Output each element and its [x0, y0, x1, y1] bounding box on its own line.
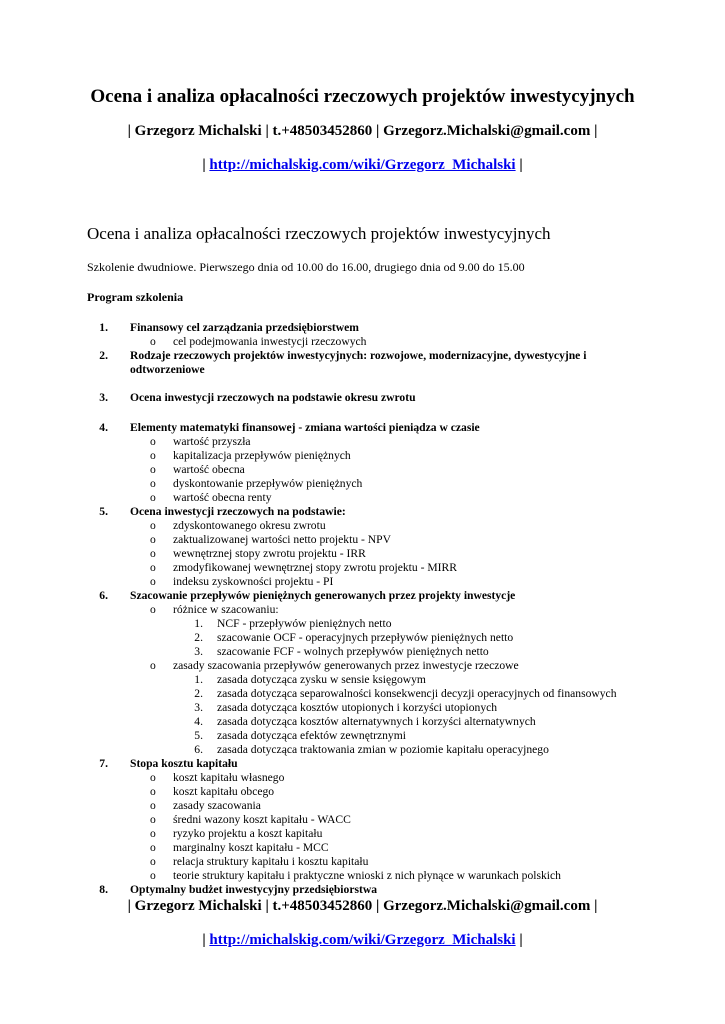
item-text: zasada dotycząca kosztów alternatywnych i korzyści alternatywnych: [217, 715, 536, 728]
item-text: zasady szacowania: [173, 799, 261, 812]
number-marker: 2.: [194, 631, 203, 644]
item-text: koszt kapitału własnego: [173, 771, 285, 784]
bullet-marker: o: [150, 335, 156, 348]
item-text: zasada dotycząca efektów zewnętrznymi: [217, 729, 406, 742]
bullet-marker: o: [150, 519, 156, 532]
item-text: indeksu zyskowności projektu - PI: [173, 575, 334, 588]
item-text: zasada dotycząca traktowania zmian w poziomie kapitału operacyjnego: [217, 743, 549, 756]
bullet-marker: o: [150, 477, 156, 490]
item-text: średni wazony koszt kapitału - WACC: [173, 813, 351, 826]
item-text: Finansowy cel zarządzania przedsiębiorstwem: [130, 321, 359, 334]
bullet-marker: o: [150, 561, 156, 574]
item-text: cel podejmowania inwestycji rzeczowych: [173, 335, 367, 348]
number-marker: 3.: [194, 701, 203, 714]
footer-link-suffix: |: [515, 932, 523, 948]
item-text: Ocena inwestycji rzeczowych na podstawie okresu zwrotu: [130, 391, 416, 404]
number-marker: 1.: [99, 321, 108, 334]
item-text: kapitalizacja przepływów pieniężnych: [173, 449, 351, 462]
item-text: różnice w szacowaniu:: [173, 603, 279, 616]
footer-link-line: [0, 932, 725, 949]
item-text: koszt kapitału obcego: [173, 785, 275, 798]
footer-contact-line: | Grzegorz Michalski | t.+48503452860 | Grzegorz.Michalski@gmail.com |: [127, 898, 598, 914]
bullet-marker: o: [150, 435, 156, 448]
number-marker: 4.: [194, 715, 203, 728]
program-heading: Program szkolenia: [87, 290, 184, 304]
item-text: zasada dotycząca zysku w sensie księgowym: [217, 673, 426, 686]
item-text: zasady szacowania przepływów generowanych przez inwestycje rzeczowe: [173, 659, 519, 672]
header-link-prefix: |: [202, 157, 210, 173]
bullet-marker: o: [150, 659, 156, 672]
bullet-marker: o: [150, 841, 156, 854]
header-contact-line: | Grzegorz Michalski | t.+48503452860 | Grzegorz.Michalski@gmail.com |: [127, 123, 598, 139]
item-text: odtworzeniowe: [130, 363, 205, 376]
item-text: Elementy matematyki finansowej - zmiana wartości pieniądza w czasie: [130, 421, 480, 434]
item-text: szacowanie FCF - wolnych przepływów pieniężnych netto: [217, 645, 489, 658]
bullet-marker: o: [150, 547, 156, 560]
number-marker: 5.: [194, 729, 203, 742]
item-text: wewnętrznej stopy zwrotu projektu - IRR: [173, 547, 366, 560]
number-marker: 5.: [99, 505, 108, 518]
item-text: NCF - przepływów pieniężnych netto: [217, 617, 392, 630]
bullet-marker: o: [150, 603, 156, 616]
number-marker: 6.: [194, 743, 203, 756]
document-title: Ocena i analiza opłacalności rzeczowych projektów inwestycyjnych: [90, 86, 635, 107]
number-marker: 8.: [99, 883, 108, 896]
bullet-marker: o: [150, 855, 156, 868]
number-marker: 7.: [99, 757, 108, 770]
header-profile-link[interactable]: http://michalskig.com/wiki/Grzegorz_Michalski: [209, 157, 516, 173]
bullet-marker: o: [150, 813, 156, 826]
number-marker: 1.: [194, 617, 203, 630]
bullet-marker: o: [150, 827, 156, 840]
item-text: zmodyfikowanej wewnętrznej stopy zwrotu projektu - MIRR: [173, 561, 457, 574]
bullet-marker: o: [150, 533, 156, 546]
bullet-marker: o: [150, 463, 156, 476]
item-text: szacowanie OCF - operacyjnych przepływów pieniężnych netto: [217, 631, 514, 644]
bullet-marker: o: [150, 799, 156, 812]
item-text: Stopa kosztu kapitału: [130, 757, 238, 770]
number-marker: 6.: [99, 589, 108, 602]
item-text: Rodzaje rzeczowych projektów inwestycyjnych: rozwojowe, modernizacyjne, dywestycyjne i: [130, 349, 587, 362]
item-text: zaktualizowanej wartości netto projektu - NPV: [173, 533, 391, 546]
footer-link-prefix: |: [202, 932, 210, 948]
item-text: zdyskontowanego okresu zwrotu: [173, 519, 326, 532]
item-text: zasada dotycząca separowalności konsekwencji decyzji operacyjnych od finansowych: [217, 687, 617, 700]
number-marker: 2.: [99, 349, 108, 362]
item-text: wartość obecna renty: [173, 491, 272, 504]
item-text: Szacowanie przepływów pieniężnych generowanych przez projekty inwestycje: [130, 589, 516, 602]
number-marker: 3.: [194, 645, 203, 658]
footer-profile-link[interactable]: http://michalskig.com/wiki/Grzegorz_Michalski: [209, 932, 516, 948]
number-marker: 3.: [99, 391, 108, 404]
item-text: Optymalny budżet inwestycyjny przedsiębiorstwa: [130, 883, 378, 896]
item-text: relacja struktury kapitału i kosztu kapitału: [173, 855, 369, 868]
number-marker: 2.: [194, 687, 203, 700]
bullet-marker: o: [150, 771, 156, 784]
item-text: zasada dotycząca kosztów utopionych i korzyści utopionych: [217, 701, 498, 714]
number-marker: 1.: [194, 673, 203, 686]
item-text: wartość obecna: [173, 463, 245, 476]
item-text: marginalny koszt kapitału - MCC: [173, 841, 329, 854]
header-link-suffix: |: [515, 157, 523, 173]
bullet-marker: o: [150, 449, 156, 462]
number-marker: 4.: [99, 421, 108, 434]
bullet-marker: o: [150, 491, 156, 504]
bullet-marker: o: [150, 785, 156, 798]
training-intro: Szkolenie dwudniowe. Pierwszego dnia od 10.00 do 16.00, drugiego dnia od 9.00 do 15.00: [87, 260, 525, 274]
header-link-line: [0, 157, 725, 174]
item-text: teorie struktury kapitału i praktyczne wnioski z nich płynące w warunkach polskich: [173, 869, 561, 882]
bullet-marker: o: [150, 575, 156, 588]
item-text: Ocena inwestycji rzeczowych na podstawie:: [130, 505, 346, 518]
item-text: wartość przyszła: [173, 435, 251, 448]
section-title: Ocena i analiza opłacalności rzeczowych projektów inwestycyjnych: [87, 224, 551, 243]
bullet-marker: o: [150, 869, 156, 882]
item-text: ryzyko projektu a koszt kapitału: [173, 827, 323, 840]
item-text: dyskontowanie przepływów pieniężnych: [173, 477, 363, 490]
